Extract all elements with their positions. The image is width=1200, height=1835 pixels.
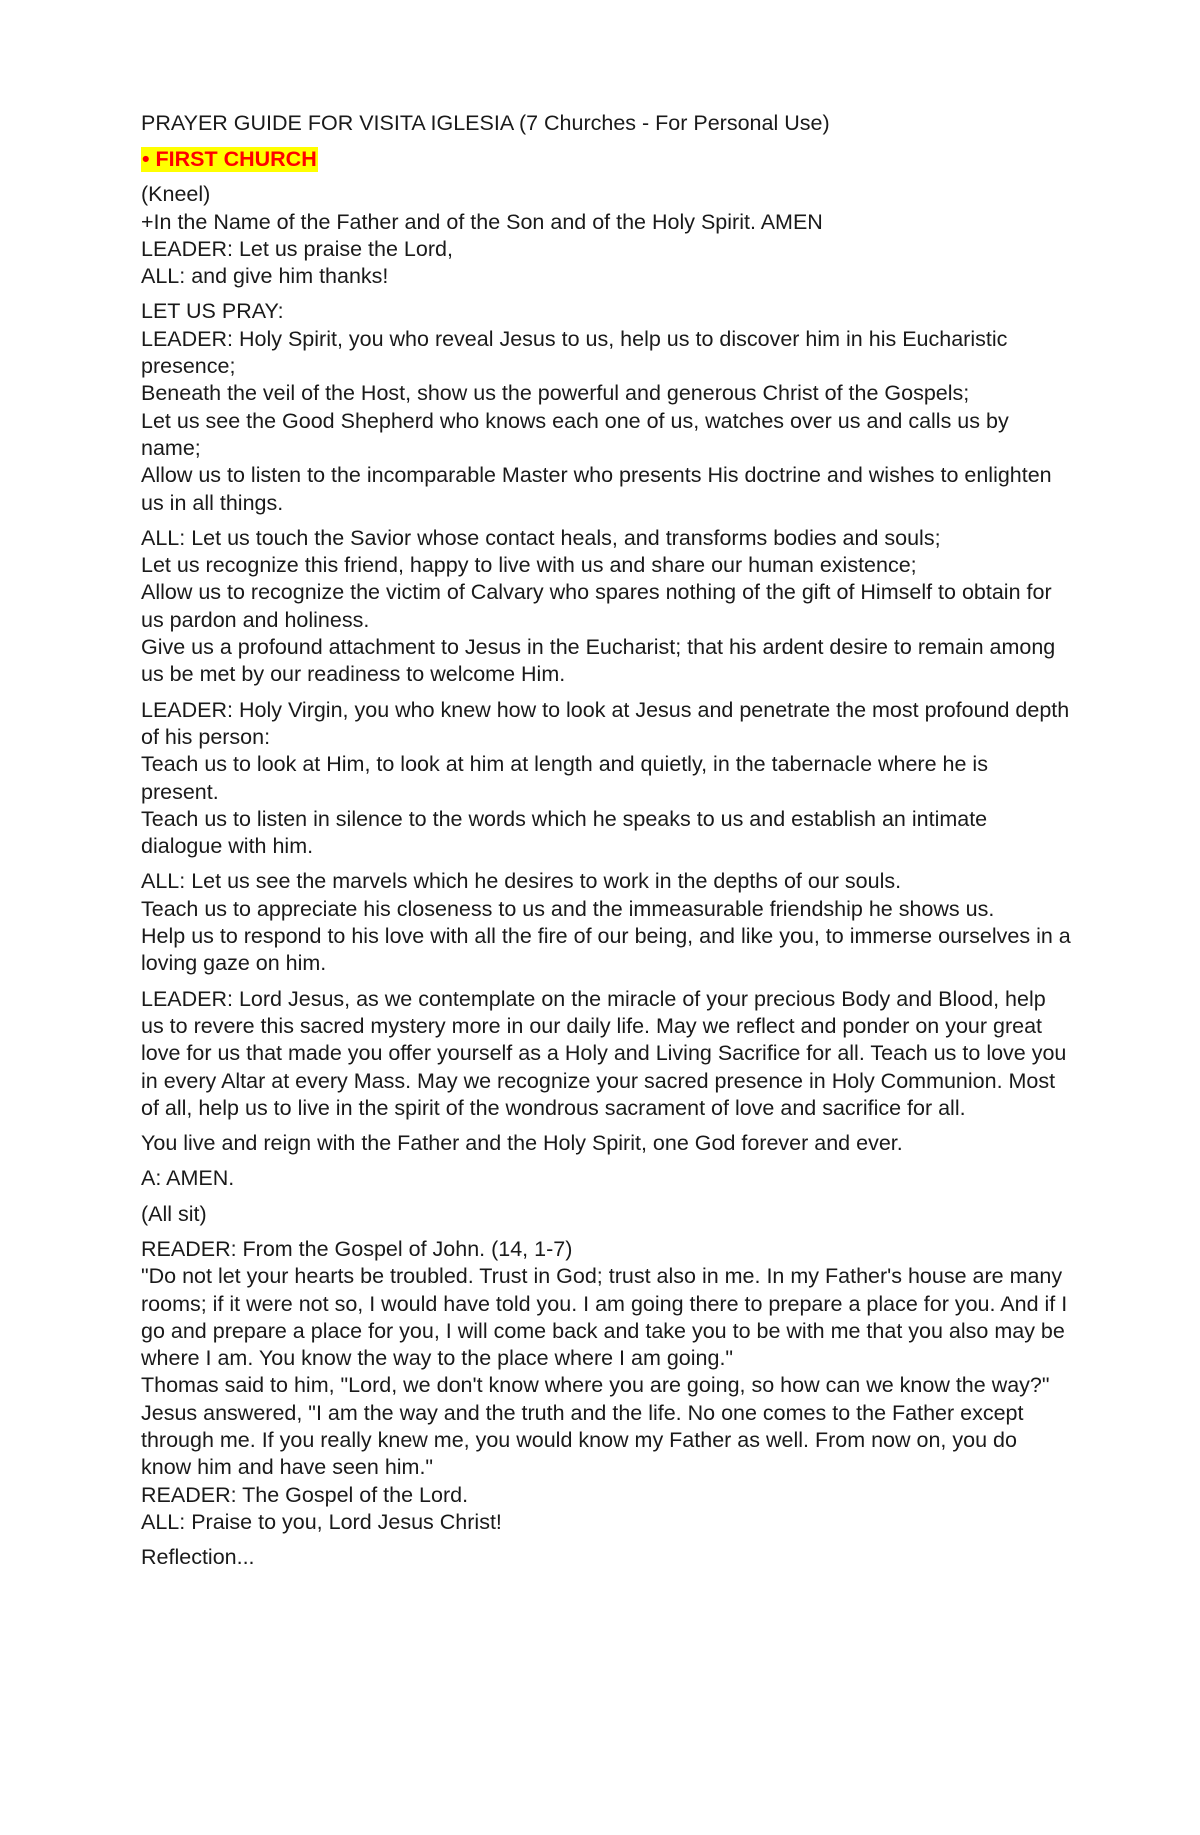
prayer-line: ALL: Let us see the marvels which he desires to work in the depths of our souls. (141, 869, 902, 894)
document-page (141, 110, 1071, 1580)
prayer-line: Teach us to listen in silence to the words which he speaks to us and establish an intimate dialogue with him. (141, 806, 988, 859)
prayer-line: Let us see the Good Shepherd who knows each one of us, watches over us and calls us by name; (141, 408, 1009, 460)
opening-line: ALL: and give him thanks! (141, 264, 389, 289)
gospel-reading-block (141, 1236, 1071, 1536)
section-heading: • FIRST CHURCH (142, 147, 317, 172)
gospel-line: Thomas said to him, "Lord, we don't know where you are going, so how can we know the way?" (141, 1373, 1050, 1398)
prayer-line: Allow us to recognize the victim of Calvary who spares nothing of the gift of Himself to obtain for us pardon and holiness. (141, 580, 1052, 632)
opening-block (141, 181, 1071, 290)
prayer-line: LEADER: Holy Spirit, you who reveal Jesus to us, help us to discover him in his Eucharistic presence; (141, 326, 1008, 379)
opening-line: LEADER: Let us praise the Lord, (141, 236, 453, 261)
prayer-line: Teach us to appreciate his closeness to us and the immeasurable friendship he shows us. (141, 896, 995, 921)
all-prayer-block-2 (141, 868, 1071, 977)
prayer-line: Give us a profound attachment to Jesus in the Eucharist; that his ardent desire to remain among us be met by our readiness to welcome Him. (141, 635, 1056, 687)
gospel-line: READER: From the Gospel of John. (14, 1-7) (141, 1236, 573, 1261)
prayer-line: LET US PRAY: (141, 299, 284, 324)
gospel-line: Jesus answered, "I am the way and the truth and the life. No one comes to the Father except through me. If you really knew me, you would know my Father as well. From now on, you do know him and have seen him." (141, 1400, 1024, 1480)
opening-line: (Kneel) (141, 182, 211, 207)
prayer-line: LEADER: Holy Virgin, you who knew how to look at Jesus and penetrate the most profound depth of his person: (141, 697, 1070, 749)
closing-prayer: You live and reign with the Father and the Holy Spirit, one God forever and ever. (141, 1131, 903, 1156)
leader-prayer-block-3: LEADER: Lord Jesus, as we contemplate on the miracle of your precious Body and Blood, help us to revere this sacred mystery more in our daily life. May we reflect and ponder on your great love for us that made you offer yourself as a Holy and Living Sacrifice for all. Teach us to love you in every Altar at every Mass. May we recognize your sacred presence in Holy Communion. Most of all, help us to live in the spirit of the wondrous sacrament of love and sacrifice for all. (141, 986, 1067, 1120)
prayer-line: Let us recognize this friend, happy to live with us and share our human existence; (141, 553, 917, 578)
leader-prayer-block-2 (141, 697, 1071, 861)
document-title: PRAYER GUIDE FOR VISITA IGLESIA (7 Churches - For Personal Use) (141, 111, 830, 135)
leader-prayer-block-1 (141, 298, 1071, 516)
prayer-line: Teach us to look at Him, to look at him at length and quietly, in the tabernacle where he is present. (141, 752, 988, 804)
prayer-line: Help us to respond to his love with all the fire of our being, and like you, to immerse ourselves in a loving gaze on him. (141, 924, 1071, 976)
prayer-line: Allow us to listen to the incomparable Master who presents His doctrine and wishes to enlighten us in all things. (141, 463, 1052, 515)
opening-line: +In the Name of the Father and of the Son and of the Holy Spirit. AMEN (141, 209, 823, 234)
section-heading-wrapper (141, 145, 1071, 173)
amen-response: A: AMEN. (141, 1166, 235, 1191)
all-prayer-block-1 (141, 525, 1071, 689)
prayer-line: Beneath the veil of the Host, show us the powerful and generous Christ of the Gospels; (141, 381, 970, 406)
reflection-text: Reflection... (141, 1545, 255, 1570)
gospel-line: "Do not let your hearts be troubled. Trust in God; trust also in me. In my Father's house are many rooms; if it were not so, I would have told you. I am going there to prepare a place for you. And if I go and prepare a place for you, I will come back and take you to be with me that you also may be where I am. You know the way to the place where I am going." (141, 1264, 1068, 1371)
gospel-line: READER: The Gospel of the Lord. (141, 1482, 469, 1507)
gospel-line: ALL: Praise to you, Lord Jesus Christ! (141, 1509, 502, 1534)
prayer-line: ALL: Let us touch the Savior whose contact heals, and transforms bodies and souls; (141, 525, 941, 550)
rubric-all-sit: (All sit) (141, 1201, 207, 1226)
